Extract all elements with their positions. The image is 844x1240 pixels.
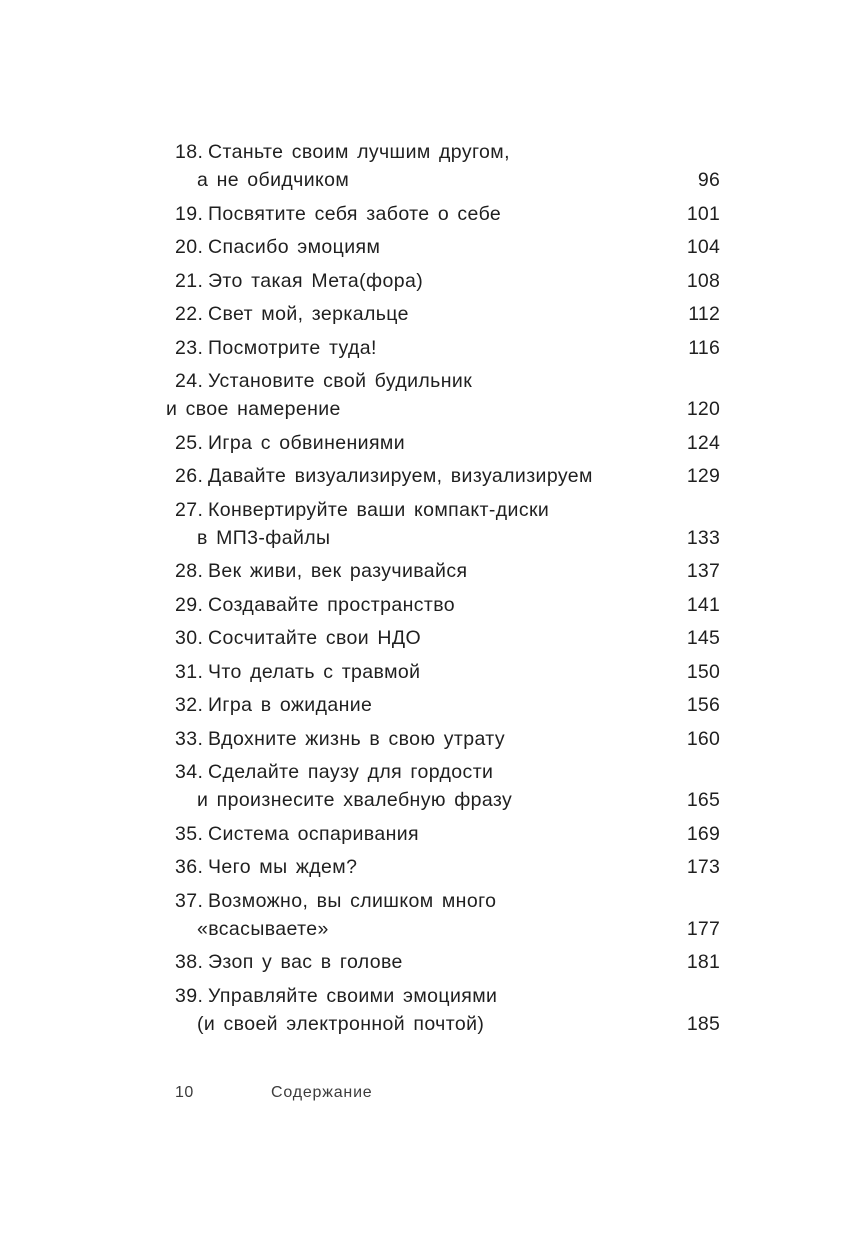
chapter-page-number: 120 bbox=[686, 398, 720, 420]
chapter-number: 32. bbox=[175, 694, 204, 716]
toc-entry bbox=[175, 557, 720, 585]
toc-line bbox=[175, 948, 720, 976]
chapter-title: и свое намерение bbox=[166, 398, 341, 420]
chapter-page-number: 145 bbox=[686, 627, 720, 649]
chapter-title: Эзоп у вас в голове bbox=[208, 951, 403, 973]
toc-line bbox=[175, 591, 720, 619]
toc-entry bbox=[175, 429, 720, 457]
toc-entry bbox=[175, 300, 720, 328]
chapter-page-number: 96 bbox=[697, 169, 720, 191]
toc-entry bbox=[175, 758, 720, 814]
chapter-number: 25. bbox=[175, 431, 204, 454]
chapter-number: 28. bbox=[175, 560, 204, 582]
toc-entry bbox=[175, 658, 720, 686]
chapter-title: Сделайте паузу для гордости bbox=[208, 761, 494, 783]
chapter-page-number: 165 bbox=[686, 789, 720, 811]
chapter-title: Установите свой будильник bbox=[208, 370, 473, 392]
chapter-number: 33. bbox=[175, 727, 204, 750]
chapter-title: Игра в ожидание bbox=[208, 694, 373, 716]
chapter-number: 38. bbox=[175, 951, 204, 973]
chapter-page-number: 169 bbox=[686, 822, 720, 845]
toc-line bbox=[175, 982, 720, 1010]
toc-line bbox=[175, 524, 720, 552]
chapter-title: Век живи, век разучивайся bbox=[208, 560, 468, 582]
toc-line bbox=[175, 820, 720, 848]
chapter-title: Давайте визуализируем, визуализируем bbox=[208, 465, 593, 487]
chapter-title: Посмотрите туда! bbox=[208, 336, 377, 359]
toc-line bbox=[175, 429, 720, 457]
toc-line bbox=[175, 725, 720, 753]
chapter-number: 22. bbox=[175, 303, 204, 325]
chapter-number: 27. bbox=[175, 498, 204, 521]
chapter-number: 26. bbox=[175, 465, 204, 487]
toc-entry bbox=[175, 462, 720, 490]
chapter-number: 19. bbox=[175, 202, 204, 225]
running-title: Содержание bbox=[271, 1084, 373, 1101]
toc-line bbox=[175, 853, 720, 881]
toc-line bbox=[175, 200, 720, 228]
chapter-number: 23. bbox=[175, 336, 204, 359]
chapter-title: «всасываете» bbox=[197, 917, 329, 940]
page-footer bbox=[175, 1083, 373, 1103]
toc-entry bbox=[175, 267, 720, 295]
chapter-page-number: 160 bbox=[686, 727, 720, 750]
chapter-number: 18. bbox=[175, 141, 204, 163]
chapter-page-number: 116 bbox=[688, 336, 720, 359]
toc-entry bbox=[175, 691, 720, 719]
toc-line bbox=[175, 367, 720, 395]
chapter-title: Это такая Мета(фора) bbox=[208, 269, 424, 292]
toc-entry bbox=[175, 591, 720, 619]
chapter-page-number: 150 bbox=[686, 660, 720, 683]
chapter-number: 39. bbox=[175, 984, 204, 1007]
chapter-title: Чего мы ждем? bbox=[208, 856, 358, 878]
chapter-title: в МП3-файлы bbox=[197, 526, 331, 549]
toc-line bbox=[175, 786, 720, 814]
chapter-page-number: 101 bbox=[686, 202, 720, 225]
toc-entry bbox=[175, 233, 720, 261]
toc-line bbox=[175, 334, 720, 362]
chapter-title: Создавайте пространство bbox=[208, 593, 456, 616]
toc-line bbox=[175, 557, 720, 585]
toc-entry bbox=[175, 624, 720, 652]
table-of-contents bbox=[166, 138, 720, 1043]
chapter-page-number: 112 bbox=[688, 303, 720, 325]
chapter-title: Управляйте своими эмоциями bbox=[208, 984, 498, 1007]
toc-entry bbox=[166, 367, 720, 423]
chapter-title: Спасибо эмоциям bbox=[208, 236, 381, 258]
toc-line bbox=[175, 233, 720, 261]
toc-entry bbox=[175, 887, 720, 943]
chapter-number: 30. bbox=[175, 627, 204, 649]
chapter-number: 36. bbox=[175, 856, 204, 878]
toc-entry bbox=[175, 496, 720, 552]
toc-line bbox=[175, 300, 720, 328]
chapter-number: 24. bbox=[175, 370, 204, 392]
chapter-title: Конвертируйте ваши компакт-диски bbox=[208, 498, 550, 521]
chapter-title: Посвятите себя заботе о себе bbox=[208, 202, 502, 225]
toc-entry bbox=[175, 820, 720, 848]
chapter-title: Станьте своим лучшим другом, bbox=[208, 141, 510, 163]
toc-line bbox=[175, 496, 720, 524]
toc-entry bbox=[175, 948, 720, 976]
toc-line bbox=[175, 138, 720, 166]
folio-page-number: 10 bbox=[175, 1084, 194, 1101]
chapter-page-number: 124 bbox=[686, 431, 720, 454]
toc-entry bbox=[175, 138, 720, 194]
chapter-page-number: 108 bbox=[686, 269, 720, 292]
toc-line bbox=[175, 915, 720, 943]
toc-line bbox=[175, 691, 720, 719]
toc-line bbox=[166, 395, 720, 423]
chapter-title: Игра с обвинениями bbox=[208, 431, 406, 454]
chapter-page-number: 185 bbox=[686, 1012, 720, 1035]
chapter-page-number: 129 bbox=[686, 465, 720, 487]
toc-line bbox=[175, 758, 720, 786]
chapter-page-number: 173 bbox=[686, 856, 720, 878]
chapter-title: Что делать с травмой bbox=[208, 660, 421, 683]
toc-line bbox=[175, 887, 720, 915]
toc-line bbox=[175, 462, 720, 490]
chapter-page-number: 156 bbox=[686, 694, 720, 716]
chapter-page-number: 177 bbox=[686, 917, 720, 940]
toc-line bbox=[175, 267, 720, 295]
toc-entry bbox=[175, 200, 720, 228]
toc-line bbox=[175, 624, 720, 652]
chapter-page-number: 141 bbox=[686, 593, 720, 616]
chapter-number: 31. bbox=[175, 660, 204, 683]
chapter-number: 35. bbox=[175, 822, 204, 845]
chapter-number: 34. bbox=[175, 761, 204, 783]
toc-entry bbox=[175, 334, 720, 362]
toc-line bbox=[175, 166, 720, 194]
chapter-page-number: 181 bbox=[686, 951, 720, 973]
chapter-page-number: 133 bbox=[686, 526, 720, 549]
chapter-title: Свет мой, зеркальце bbox=[208, 303, 409, 325]
toc-entry bbox=[175, 982, 720, 1038]
chapter-title: Сосчитайте свои НДО bbox=[208, 627, 422, 649]
chapter-title: Возможно, вы слишком много bbox=[208, 889, 497, 912]
chapter-title: (и своей электронной почтой) bbox=[197, 1012, 485, 1035]
toc-line bbox=[175, 658, 720, 686]
chapter-title: и произнесите хвалебную фразу bbox=[197, 789, 513, 811]
chapter-number: 21. bbox=[175, 269, 204, 292]
chapter-number: 37. bbox=[175, 889, 204, 912]
chapter-page-number: 104 bbox=[686, 236, 720, 258]
chapter-title: Система оспаривания bbox=[208, 822, 419, 845]
chapter-title: а не обидчиком bbox=[197, 169, 350, 191]
toc-entry bbox=[175, 853, 720, 881]
toc-entry bbox=[175, 725, 720, 753]
chapter-page-number: 137 bbox=[686, 560, 720, 582]
chapter-title: Вдохните жизнь в свою утрату bbox=[208, 727, 505, 750]
toc-line bbox=[175, 1010, 720, 1038]
chapter-number: 29. bbox=[175, 593, 204, 616]
chapter-number: 20. bbox=[175, 236, 204, 258]
